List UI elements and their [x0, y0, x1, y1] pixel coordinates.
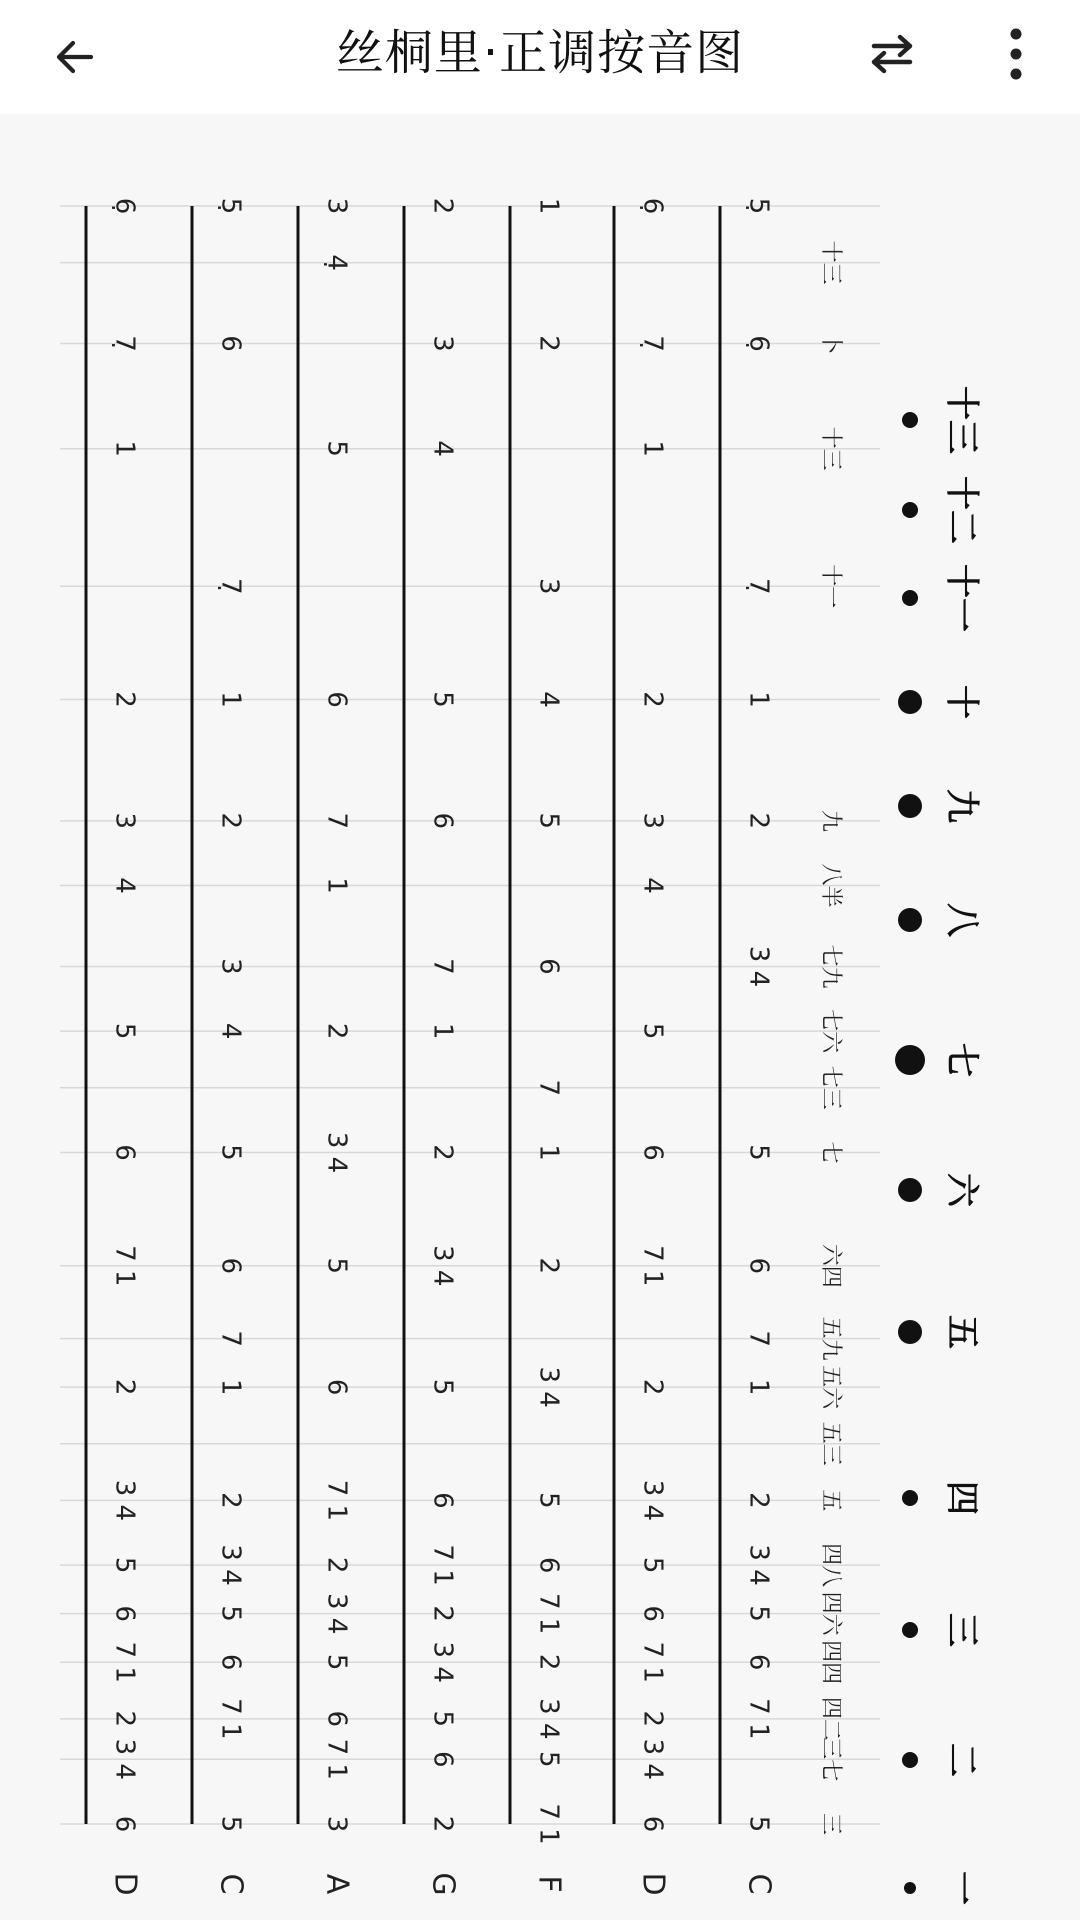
note-label: 6	[215, 1257, 246, 1275]
note-label: 3 4	[637, 1479, 668, 1522]
note-label: 2	[109, 1378, 140, 1396]
hui-dot	[898, 690, 922, 714]
note-label: 5	[215, 1815, 246, 1833]
hui-fraction-label: 七六	[818, 1009, 843, 1054]
note-label: 5	[215, 1144, 246, 1161]
note-label: 6	[215, 335, 246, 352]
more-options-button[interactable]	[986, 14, 1046, 94]
note-label: 7 1	[743, 1698, 774, 1740]
hui-number-label: 五	[941, 1315, 982, 1349]
note-label: 6	[109, 1605, 140, 1622]
hui-number-label: 十	[941, 685, 982, 719]
note-label: 5	[637, 1556, 668, 1574]
note-label: 2	[427, 1605, 458, 1622]
hui-fraction-label: 四二	[818, 1696, 843, 1741]
note-label: 3 4	[215, 1544, 246, 1586]
note-label: 1	[215, 1378, 246, 1396]
note-label: 7	[321, 812, 352, 830]
note-label: 3 4	[533, 1698, 564, 1740]
note-label: 7 1	[533, 1592, 564, 1635]
hui-fraction-label: 三	[818, 1812, 843, 1836]
hui-fraction-label: 卜	[818, 332, 843, 355]
note-label: 7	[427, 958, 458, 975]
note-label: 6	[637, 1144, 668, 1161]
tuning-key-label: F	[531, 1875, 567, 1893]
note-label: 5	[427, 1378, 458, 1396]
note-label: 3 4	[637, 1738, 668, 1780]
tuning-key-label: C	[213, 1873, 249, 1895]
note-label: 6	[533, 1556, 564, 1574]
note-label: 2	[321, 1556, 352, 1574]
hui-number-label: 三	[941, 1613, 982, 1647]
note-label: 5	[427, 1710, 458, 1728]
note-label: 7 1	[215, 1698, 246, 1740]
hui-dot	[898, 794, 922, 818]
note-label: 1	[637, 440, 668, 457]
note-label: 6	[743, 1257, 774, 1275]
note-label: 3 4	[427, 1641, 458, 1683]
note-label: 5	[321, 1257, 352, 1275]
app-bar	[0, 0, 1080, 114]
note-label: 1	[109, 440, 140, 457]
note-label: 7 1	[637, 1641, 668, 1683]
note-label: 4	[637, 877, 668, 894]
note-label: 6̣	[109, 197, 140, 215]
hui-fraction-label: 五九	[818, 1316, 843, 1361]
note-label: 7 1	[427, 1544, 458, 1586]
note-label: 6	[215, 1653, 246, 1671]
hui-fraction-label: 四四	[818, 1640, 843, 1685]
note-label: 2	[109, 691, 140, 708]
hui-fraction-label: 七三	[818, 1065, 843, 1110]
note-label: 3	[215, 958, 246, 975]
note-label: 7 1	[321, 1738, 352, 1780]
note-label: 7 1	[109, 1245, 140, 1287]
note-label: 2	[109, 1710, 140, 1728]
note-label: 1	[743, 691, 774, 708]
note-label: 2	[533, 1257, 564, 1275]
note-label: 6	[109, 1144, 140, 1161]
hui-fraction-label: 十一	[818, 564, 843, 609]
note-label: 5	[215, 1605, 246, 1622]
note-label: 5̣	[215, 197, 246, 215]
note-label: 3	[109, 812, 140, 830]
note-label: 7 1	[109, 1641, 140, 1683]
hui-number-label: 二	[941, 1743, 982, 1777]
note-label: 6̣	[637, 197, 668, 215]
note-label: 6	[427, 1492, 458, 1509]
swap-horizontal-icon	[866, 28, 918, 80]
hui-number-label: 九	[941, 789, 982, 823]
hui-dot	[902, 502, 918, 518]
note-label: 6	[637, 1605, 668, 1622]
note-label: 3	[637, 812, 668, 830]
note-label: 2	[743, 812, 774, 830]
hui-fraction-label: 四六	[818, 1591, 843, 1636]
note-label: 2	[637, 691, 668, 708]
hui-fraction-label: 十三	[818, 426, 843, 471]
note-label: 3	[533, 577, 564, 595]
more-vertical-icon	[1006, 26, 1026, 82]
note-label: 7 1	[637, 1245, 668, 1287]
hui-dot	[898, 1178, 922, 1202]
note-label: 5	[533, 812, 564, 830]
note-label: 5	[427, 691, 458, 708]
note-label: 3	[321, 1815, 352, 1833]
page-title: 丝桐里·正调按音图	[335, 25, 745, 81]
note-label: 2	[637, 1710, 668, 1728]
note-label: 7̣	[215, 577, 246, 595]
note-label: 6	[321, 691, 352, 708]
note-label: 4̣	[321, 254, 352, 271]
hui-fraction-label: 三七	[818, 1737, 843, 1782]
hui-number-label: 八	[941, 903, 982, 937]
hui-fraction-label: 七	[818, 1141, 843, 1164]
note-label: 3	[321, 197, 352, 215]
hui-number-label: 一	[941, 1871, 982, 1905]
tuning-key-label: C	[741, 1873, 777, 1895]
hui-dot	[895, 1045, 925, 1075]
note-label: 5	[743, 1144, 774, 1161]
note-label: 7̣	[743, 577, 774, 595]
note-label: 1	[533, 197, 564, 215]
note-label: 6̣	[743, 335, 774, 352]
note-label: 5	[637, 1022, 668, 1040]
hui-number-label: 十二	[941, 476, 982, 544]
note-label: 2	[637, 1378, 668, 1396]
note-label: 5	[743, 1815, 774, 1833]
hui-fraction-label: 九	[818, 809, 843, 832]
note-label: 2	[427, 197, 458, 215]
note-label: 3 4	[533, 1366, 564, 1408]
note-label: 5	[533, 1751, 564, 1768]
note-label: 2	[215, 1492, 246, 1509]
hui-dot	[902, 1622, 918, 1638]
note-label: 5	[109, 1022, 140, 1040]
hui-fraction-label: 七九	[818, 944, 843, 989]
note-label: 6	[427, 1751, 458, 1768]
fingering-chart	[0, 114, 1080, 1920]
swap-orientation-button[interactable]	[852, 14, 932, 94]
note-label: 7̣	[109, 335, 140, 352]
note-label: 2	[427, 1144, 458, 1161]
note-label: 7	[215, 1330, 246, 1347]
note-label: 2	[743, 1492, 774, 1509]
note-label: 2	[215, 812, 246, 830]
hui-fraction-label: 八半	[818, 863, 843, 908]
hui-dot	[902, 590, 918, 606]
hui-fraction-label: 五三	[818, 1421, 843, 1466]
note-label: 3 4	[321, 1131, 352, 1174]
note-label: 1	[743, 1378, 774, 1396]
note-label: 3 4	[109, 1479, 140, 1522]
note-label: 2	[533, 335, 564, 352]
note-label: 3	[427, 335, 458, 352]
note-label: 5	[743, 1605, 774, 1622]
chart-svg	[0, 114, 1080, 1920]
note-label: 4	[427, 440, 458, 457]
note-label: 4	[215, 1022, 246, 1040]
note-label: 3 4	[743, 945, 774, 988]
note-label: 6	[533, 958, 564, 975]
tuning-key-label: D	[107, 1872, 143, 1896]
note-label: 2	[321, 1022, 352, 1040]
note-label: 1	[427, 1022, 458, 1040]
hui-dot	[898, 908, 922, 932]
note-label: 5	[109, 1556, 140, 1574]
hui-number-label: 十一	[941, 564, 982, 632]
hui-dot	[902, 1752, 918, 1768]
note-label: 5	[533, 1492, 564, 1509]
hui-dot	[898, 1320, 922, 1344]
note-label: 1	[321, 877, 352, 894]
hui-number-label: 七	[941, 1043, 982, 1077]
note-label: 3 4	[321, 1592, 352, 1635]
note-label: 2	[427, 1815, 458, 1833]
tuning-key-label: D	[635, 1872, 671, 1896]
tuning-key-label: A	[319, 1873, 355, 1895]
note-label: 1	[533, 1144, 564, 1161]
hui-dot	[902, 412, 918, 428]
note-label: 1	[215, 691, 246, 708]
note-label: 6	[321, 1378, 352, 1396]
hui-number-label: 六	[941, 1173, 982, 1207]
note-label: 5	[321, 1653, 352, 1671]
note-label: 4	[533, 691, 564, 708]
note-label: 6	[637, 1815, 668, 1833]
hui-dot	[904, 1882, 916, 1894]
hui-dot	[902, 1490, 918, 1506]
note-label: 3 4	[427, 1245, 458, 1287]
note-label: 4	[109, 877, 140, 894]
hui-fraction-label: 六四	[818, 1243, 843, 1288]
note-label: 7	[743, 1330, 774, 1347]
hui-fraction-label: 五六	[818, 1365, 843, 1410]
hui-fraction-label: 四八	[818, 1543, 843, 1588]
note-label: 7 1	[533, 1803, 564, 1845]
note-label: 7̣	[637, 335, 668, 352]
hui-fraction-label: 十三	[818, 240, 843, 285]
note-label: 7	[533, 1079, 564, 1097]
note-label: 6	[743, 1653, 774, 1671]
hui-fraction-label: 五	[818, 1489, 843, 1512]
note-label: 6	[109, 1815, 140, 1833]
hui-number-label: 四	[941, 1481, 982, 1515]
note-label: 2	[533, 1653, 564, 1671]
note-label: 5	[321, 440, 352, 457]
note-label: 3 4	[109, 1738, 140, 1780]
hui-number-label: 十三	[941, 386, 982, 454]
note-label: 6	[321, 1710, 352, 1728]
note-label: 6	[427, 812, 458, 830]
tuning-key-label: G	[425, 1872, 461, 1896]
note-label: 5̣	[743, 197, 774, 215]
note-label: 7 1	[321, 1479, 352, 1522]
note-label: 3 4	[743, 1544, 774, 1586]
